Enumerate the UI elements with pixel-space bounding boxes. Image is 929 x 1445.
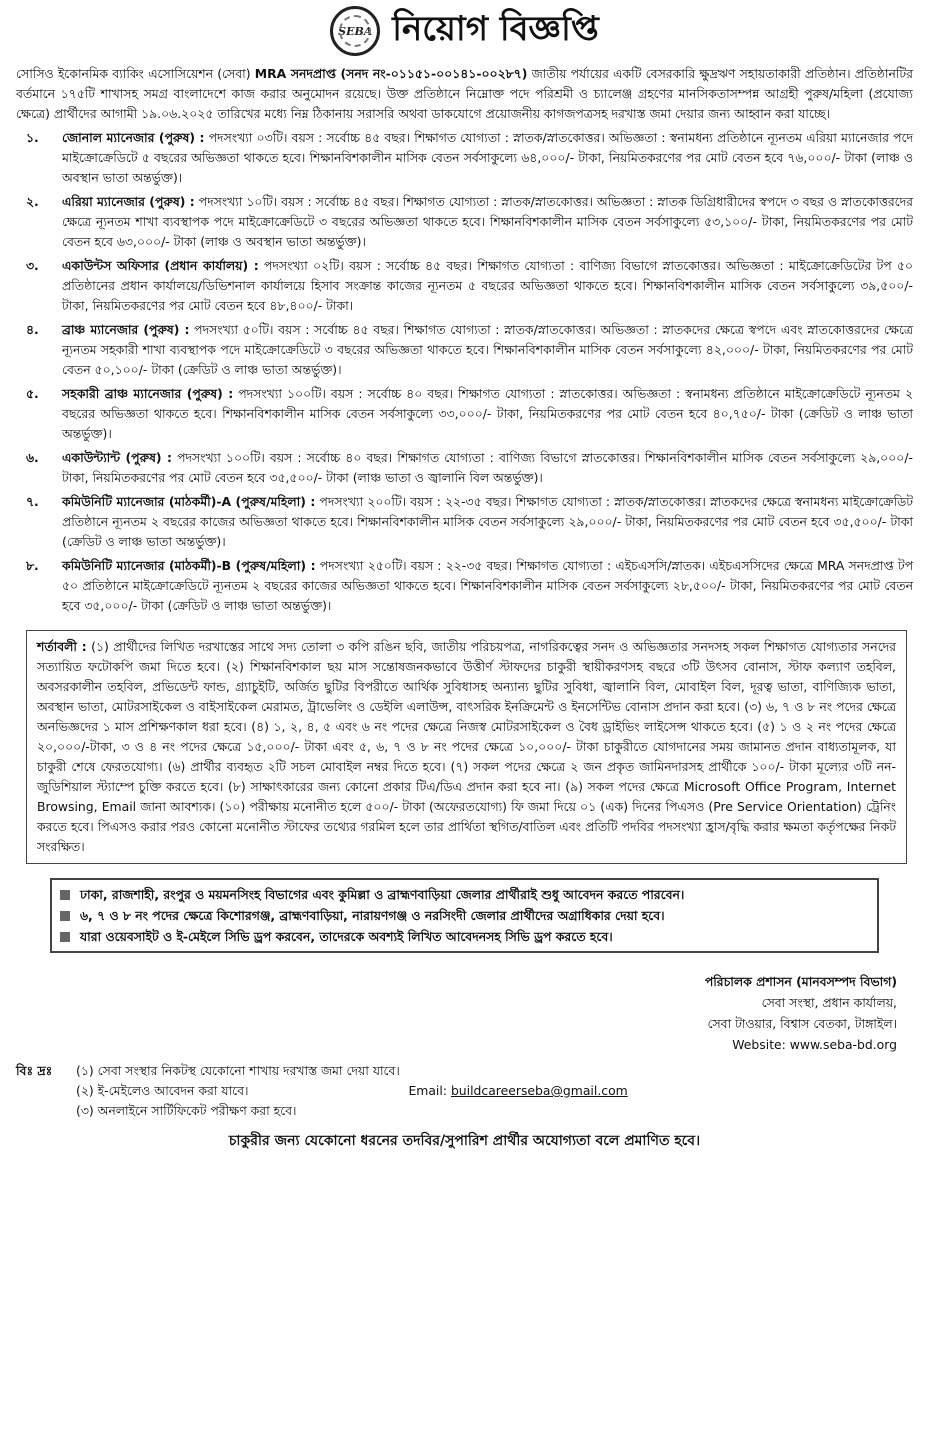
post-number: ৮.	[26, 558, 39, 573]
post-title: একাউন্ট্যান্ট (পুরুষ) :	[62, 450, 172, 465]
eligibility-text: ঢাকা, রাজশাহী, রংপুর ও ময়মনসিংহ বিভাগের এবং কুমিল্লা ও ব্রাহ্মণবাড়িয়া জেলার প্রার্থীরাই শুধু আবেদন করতে পারবেন।	[80, 887, 685, 902]
post-title: কমিউনিটি ম্যানেজার (মাঠকর্মী)-B (পুরুষ/মহিলা) :	[62, 558, 316, 573]
page-title: নিয়োগ বিজ্ঞপ্তি	[392, 8, 599, 49]
address-line-2: সেবা টাওয়ার, বিশ্বাস বেতকা, টাঙ্গাইল।	[707, 1016, 897, 1031]
conditions-box	[26, 630, 907, 864]
post-body: পদসংখ্যা ২০০টি। বয়স : ২২-৩৫ বছর। শিক্ষাগত যোগ্যতা : স্নাতক/স্নাতকোত্তর। স্নাতকদের ক্ষেত্রে স্বনামধন্য মাইক্রোক্রেডিট প্রতিষ্ঠানে ন্যূনতম ২ বছরের কাজের অভিজ্ঞতা থাকতে হবে। শিক্ষানবিশকালীন মাসিক বেতন সর্বসাকুল্যে ২৯,০০০/- টাকা, নিয়মিতকরণের পর মোট বেতন হবে ৩৫,৫০০/- টাকা (ক্রেডিট ও লাঞ্চ ভাতা অন্তর্ভুক্ত)।	[62, 494, 913, 549]
signature-block	[16, 971, 897, 1055]
intro-paragraph	[16, 64, 913, 124]
post-body: পদসংখ্যা ০৩টি। বয়স : সর্বোচ্চ ৪৫ বছর। শিক্ষাগত যোগ্যতা : স্নাতক/স্নাতকোত্তর। অভিজ্ঞতা : স্বনামধন্য প্রতিষ্ঠানে ন্যূনতম এরিয়া ম্যানেজার পদে মাইক্রোক্রেডিটে ৫ বছরের অভিজ্ঞতা থাকতে হবে। শিক্ষানবিশকালীন মাসিক বেতন সর্বসাকুল্যে ৬৪,০০০/- টাকা, নিয়মিতকরণের পর মোট বেতন হবে ৭৬,০০০/- টাকা (লাঞ্চ ও অবস্থান ভাতা অন্তর্ভুক্ত)।	[62, 130, 913, 185]
note-item: (৩) অনলাইনে সার্টিফিকেট পরীক্ষণ করা হবে।	[76, 1103, 297, 1118]
header	[16, 0, 913, 62]
post-body: পদসংখ্যা ১০টি। বয়স : সর্বোচ্চ ৪৫ বছর। শিক্ষাগত যোগ্যতা : স্নাতক/স্নাতকোত্তর। অভিজ্ঞতা : স্নাতক ডিগ্রিধারীদের স্বপদে ৩ বছর ও স্নাতকোত্তরদের ক্ষেত্রে ন্যূনতম শাখা ব্যবস্থাপক পদে মাইক্রোক্রেডিটে ৩ বছরের অভিজ্ঞতা থাকতে হবে। শিক্ষানবিশকালীন মাসিক বেতন সর্বসাকুল্যে ৫৩,১০০/- টাকা, নিয়মিতকরণের পর মোট বেতন হবে ৬৩,০০০/- টাকা (লাঞ্চ ও অবস্থান ভাতা অন্তর্ভুক্ত)।	[62, 194, 913, 249]
intro-part2: জাতীয় পর্যায়ের একটি বেসরকারি ক্ষুদ্রঋণ সহায়তাকারী প্রতিষ্ঠান। প্রতিষ্ঠানটির বর্তমানে ১৭৫টি শাখাসহ সমগ্র বাংলাদেশে কাজ করার অনুমোদন রয়েছে। উক্ত প্রতিষ্ঠানে নিম্নোক্ত পদে পরিশ্রমী ও চ্যালেঞ্জ গ্রহণের মানসিকতাসম্পন্ন আগ্রহী পুরুষ/মহিলা (প্রযোজ্য ক্ষেত্রে) প্রার্থীদের আগামী ১৯.০৬.২০২৫ তারিখের মধ্যে নিম্ন ঠিকানায় সরাসরি অথবা ডাকযোগে প্রয়োজনীয় কাগজপত্রসহ দরখাস্ত জমা দেয়ার জন্য আহ্বান করা যাচ্ছে।	[16, 66, 913, 121]
post-title: জোনাল ম্যানেজার (পুরুষ) :	[62, 130, 205, 145]
square-bullet-icon	[60, 911, 70, 921]
email-label: Email:	[408, 1083, 451, 1098]
post-title: কমিউনিটি ম্যানেজার (মাঠকর্মী)-A (পুরুষ/মহিলা) :	[62, 494, 316, 509]
logo-text: SEBA	[338, 24, 373, 38]
note-label: বিঃ দ্রঃ	[16, 1063, 53, 1078]
eligibility-text: যারা ওয়েবসাইট ও ই-মেইলে সিভি ড্রপ করবেন, তাদেরকে অবশ্যই লিখিত আবেদনসহ সিভি ড্রপ করতে হবে।	[80, 929, 613, 944]
post-item	[16, 556, 913, 616]
post-item	[16, 384, 913, 444]
intro-mra: MRA সনদপ্রাপ্ত (সনদ নং-০১১৫১-০০১৪১-০০২৮৭)	[254, 66, 528, 81]
post-item	[16, 448, 913, 488]
eligibility-text: ৬, ৭ ও ৮ নং পদের ক্ষেত্রে কিশোরগঞ্জ, ব্রাহ্মণবাড়িয়া, নারায়ণগঞ্জ ও নরসিংদী জেলার প্রার্থীদের অগ্রাধিকার দেয়া হবে।	[80, 908, 665, 923]
post-item	[16, 492, 913, 552]
post-number: ৪.	[26, 322, 39, 337]
seba-logo	[330, 6, 380, 56]
eligibility-box	[50, 878, 879, 953]
post-item	[16, 320, 913, 380]
square-bullet-icon	[60, 932, 70, 942]
post-title: একাউন্টস অফিসার (প্রধান কার্যালয়) :	[62, 258, 259, 273]
post-title: এরিয়া ম্যানেজার (পুরুষ) :	[62, 194, 195, 209]
post-number: ২.	[26, 194, 39, 209]
square-bullet-icon	[60, 890, 70, 900]
conditions-text: (১) প্রার্থীদের লিখিত দরখাস্তের সাথে সদ্য তোলা ৩ কপি রঙিন ছবি, জাতীয় পরিচয়পত্র, নাগরিকত্বের সনদ ও অভিজ্ঞতার সনদসহ সকল শিক্ষাগত যোগ্যতার সনদের সত্যায়িত ফটোকপি জমা দিতে হবে। (২) শিক্ষানবিশকাল ছয় মাস সন্তোষজনকভাবে উত্তীর্ণ স্টাফদের চাকুরী স্থায়ীকরণসহ বছরে ৩টি উৎসব বোনাস, স্টাফ কল্যাণ তহবিল, অবসরকালীন তহবিল, প্রভিডেন্ট ফান্ড, গ্র্যাচুইটি, অর্জিত ছুটির বিপরীতে আর্থিক সুবিধাসহ অন্যান্য ছুটির সুবিধা, জ্বালানি বিল, মোবাইল বিল, দূরত্ব ভাতা, বাণিজ্যিক ভাতা, অবস্থান ভাতা, মোটরসাইকেল ও বাইসাইকেল মেরামত, ট্রাভেলিং ও ডেইলি এলাউন্স, বাৎসরিক ইনক্রিমেন্ট ও ইনসেন্টিভ বোনাস প্রদান করা হবে। (৩) ৬, ৭ ও ৮ নং পদের ক্ষেত্রে অনভিজ্ঞদের ১ মাস প্রশিক্ষণকাল ধরা হবে। (৪) ১, ২, ৪, ৫ এবং ৬ নং পদের ক্ষেত্রে নিজস্ব মোটরসাইকেল ও বৈধ ড্রাইভিং লাইসেন্স থাকতে হবে। (৫) ১ ও ২ নং পদের ক্ষেত্রে ২০,০০০/-টাকা, ৩ ও ৪ নং পদের ক্ষেত্রে ১৫,০০০/- টাকা এবং ৫, ৬, ৭ ও ৮ নং পদের ক্ষেত্রে ১০,০০০/- টাকা চাকুরীতে যোগদানের সময় জামানত প্রদান বাধ্যতামূলক, যা চাকুরী শেষে ফেরতযোগ্য। (৬) প্রার্থীর ব্যবহৃত ২টি সচল মোবাইল নম্বর দিতে হবে। (৭) সকল পদের ক্ষেত্রে ২ জন প্রকৃত জামিনদারসহ প্রার্থীকে ১০০/- টাকা মূল্যের ৩টি নন-জুডিশিয়াল স্ট্যাম্পে চুক্তি করতে হবে। (৮) সাক্ষাৎকারের জন্য কোনো প্রকার টিএ/ডিএ প্রদান করা হবে না। (৯) সকল পদের ক্ষেত্রে Microsoft Office Program, Internet Browsing, Email জানা আবশ্যক। (১০) পরীক্ষায় মনোনীত হলে ৫০০/- টাকা (অফেরতযোগ্য) ফি জমা দিয়ে ০১ (এক) দিনের পিএসও (Pre Service Orientation) ট্রেনিং করতে হবে। পিএসও করার পরও কোনো মনোনীত স্টাফের তথ্যের গরমিল হলে তার প্রার্থিতা স্থগিত/বাতিল এবং প্রতিটি পদবির পদসংখ্যা হ্রাস/বৃদ্ধি করার ক্ষমতা কর্তৃপক্ষের নিকট সংরক্ষিত।	[37, 639, 896, 854]
note-item: (২) ই-মেইলেও আবেদন করা যাবে।	[76, 1083, 249, 1098]
post-title: সহকারী ব্রাঞ্চ ম্যানেজার (পুরুষ) :	[62, 386, 234, 401]
post-list	[16, 128, 913, 616]
eligibility-item	[60, 905, 869, 926]
eligibility-item	[60, 884, 869, 905]
website-label: Website:	[732, 1037, 790, 1052]
post-number: ৬.	[26, 450, 39, 465]
post-number: ৩.	[26, 258, 39, 273]
intro-part1: সোসিও ইকোনমিক ব্যাকিং এসোসিয়েশন (সেবা)	[16, 66, 255, 81]
post-item	[16, 128, 913, 188]
signatory-title: পরিচালক প্রশাসন (মানবসম্পদ বিভাগ)	[704, 974, 897, 989]
post-title: ব্রাঞ্চ ম্যানেজার (পুরুষ) :	[62, 322, 190, 337]
post-item	[16, 256, 913, 316]
post-number: ১.	[26, 130, 39, 145]
note-block	[16, 1061, 913, 1121]
post-body: পদসংখ্যা ১০০টি। বয়স : সর্বোচ্চ ৪০ বছর। শিক্ষাগত যোগ্যতা : বাণিজ্য বিভাগে স্নাতকোত্তর। শিক্ষানবিশকালীন মাসিক বেতন সর্বসাকুল্যে ২৯,০০০/- টাকা, নিয়মিতকরণের পর মোট বেতন হবে ৩৫,৫০০/- টাকা (লাঞ্চ ভাতা ও জ্বালানি বিল অন্তর্ভুক্ত)।	[62, 450, 913, 485]
note-item: (১) সেবা সংস্থার নিকটস্থ যেকোনো শাখায় দরখাস্ত জমা দেয়া যাবে।	[76, 1063, 400, 1078]
post-body: পদসংখ্যা ০২টি। বয়স : সর্বোচ্চ ৪৫ বছর। শিক্ষাগত যোগ্যতা : বাণিজ্য বিভাগে স্নাতকোত্তর। অভিজ্ঞতা : মাইক্রোক্রেডিটের টপ ৫০ প্রতিষ্ঠানের প্রধান কার্যালয়ে/ডিভিশনাল কার্যালয়ে হিসাব সংক্রান্ত কাজের ন্যূনতম ৫ বছরের অভিজ্ঞতা থাকতে হবে। শিক্ষানবিশকালীন মাসিক বেতন সর্বসাকুল্যে ৩৯,৫০০/- টাকা, নিয়মিতকরণের পর মোট বেতন হবে ৪৮,৪০০/- টাকা।	[62, 258, 913, 313]
post-item	[16, 192, 913, 252]
post-body: পদসংখ্যা ১০০টি। বয়স : সর্বোচ্চ ৪০ বছর। শিক্ষাগত যোগ্যতা : স্নাতকোত্তর। অভিজ্ঞতা : স্বনামধন্য প্রতিষ্ঠানে মাইক্রোক্রেডিটে ন্যূনতম ২ বছরের অভিজ্ঞতা থাকতে হবে। শিক্ষানবিশকালীন মাসিক বেতন সর্বসাকুল্যে ৩৩,০০০/- টাকা, নিয়মিতকরণের পর মোট বেতন হবে ৪০,৭৫০/- টাকা (ক্রেডিট ও লাঞ্চ ভাতা অন্তর্ভুক্ত)।	[62, 386, 913, 441]
post-number: ৭.	[26, 494, 39, 509]
footer-warning: চাকুরীর জন্য যেকোনো ধরনের তদবির/সুপারিশ প্রার্থীর অযোগ্যতা বলে প্রমাণিত হবে।	[228, 1133, 701, 1149]
website-link[interactable]: www.seba-bd.org	[789, 1037, 897, 1052]
post-body: পদসংখ্যা ৫০টি। বয়স : সর্বোচ্চ ৪৫ বছর। শিক্ষাগত যোগ্যতা : স্নাতক/স্নাতকোত্তর। অভিজ্ঞতা : স্নাতকদের ক্ষেত্রে স্বপদে এবং স্নাতকোত্তরদের ক্ষেত্রে ন্যূনতম সহকারী শাখা ব্যবস্থাপক পদে মাইক্রোক্রেডিটে ৩ বছরের অভিজ্ঞতা থাকতে হবে। শিক্ষানবিশকালীন মাসিক বেতন সর্বসাকুল্যে ৪২,০০০/- টাকা, নিয়মিতকরণের পর মোট বেতন ৫০,১০০/- টাকা (ক্রেডিট ও লাঞ্চ ভাতা অন্তর্ভুক্ত)।	[62, 322, 913, 377]
address-line-1: সেবা সংস্থা, প্রধান কার্যালয়,	[761, 995, 897, 1010]
eligibility-item	[60, 926, 869, 947]
email-link[interactable]: buildcareerseba@gmail.com	[450, 1083, 628, 1098]
conditions-label: শর্তাবলী :	[37, 639, 87, 654]
post-body: পদসংখ্যা ২৫০টি। বয়স : ২২-৩৫ বছর। শিক্ষাগত যোগ্যতা : এইচএসসি/স্নাতক। এইচএসসিদের ক্ষেত্রে MRA সনদপ্রাপ্ত টপ ৫০ প্রতিষ্ঠানে মাইক্রোক্রেডিটে ন্যূনতম ২ বছরের কাজের অভিজ্ঞতা থাকতে হবে। শিক্ষানবিশকালীন মাসিক বেতন সর্বসাকুল্যে ২৮,৫০০/- টাকা, নিয়মিতকরণের পর মোট বেতন হবে ৩৫,০০০/- টাকা (ক্রেডিট ও লাঞ্চ ভাতা অন্তর্ভুক্ত)।	[62, 558, 913, 613]
post-number: ৫.	[26, 386, 39, 401]
